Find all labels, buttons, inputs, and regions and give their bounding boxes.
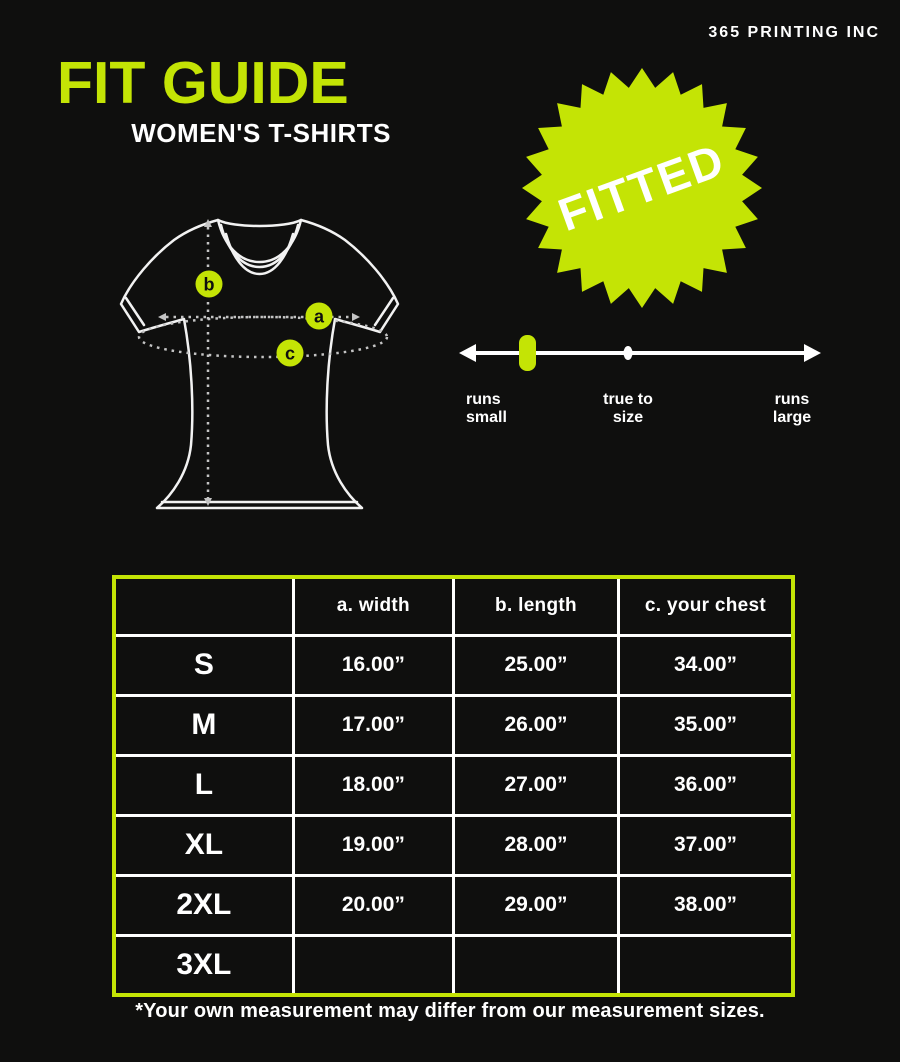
header-blank-cell [114,577,293,635]
width-value [293,935,453,995]
scale-label-runs-large-line1: runs [774,391,810,408]
scale-center-dot [624,346,633,360]
size-label: XL [114,815,293,875]
size-label: 2XL [114,875,293,935]
size-chart-header-row [114,577,793,635]
width-value: 20.00” [293,875,453,935]
page-subtitle: WOMEN'S T-SHIRTS [131,118,391,148]
scale-label-runs-large [773,391,811,428]
header-chest-cell: c. your chest [618,577,793,635]
scale-arrow-left [459,344,476,362]
scale-label-runs-small-line1: runs [466,391,501,408]
brand-text: 365 PRINTING INC [708,24,880,41]
scale-label-true-to-size-line2: size [612,409,644,427]
header-length-cell: b. length [453,577,618,635]
marker-b [196,271,223,298]
table-row-l [114,755,793,815]
size-label: 3XL [114,935,293,995]
fitted-badge [517,63,767,313]
table-row-xl [114,815,793,875]
chest-value: 36.00” [618,755,793,815]
size-chart-table [112,575,795,997]
fit-scale [440,325,840,385]
left-cuff-seam [126,298,144,325]
tshirt-outline [121,220,398,508]
right-cuff-seam [375,298,393,325]
width-arrow-right [352,313,360,321]
marker-c [277,340,304,367]
chest-value: 35.00” [618,695,793,755]
table-row-m [114,695,793,755]
size-label: M [114,695,293,755]
marker-a [306,303,333,330]
chest-value: 37.00” [618,815,793,875]
fit-scale-labels [440,391,840,445]
marker-c-label: c [284,343,296,364]
badge-label: FITTED [551,133,732,242]
scale-label-true-to-size-line1: true to [603,391,653,408]
width-value: 16.00” [293,635,453,695]
length-value: 27.00” [453,755,618,815]
chest-value: 34.00” [618,635,793,695]
table-row-2xl [114,875,793,935]
table-row-s [114,635,793,695]
footnote: *Your own measurement may differ from our measurement sizes. [135,1000,765,1022]
width-value: 19.00” [293,815,453,875]
marker-b-label: b [203,274,215,295]
length-value: 25.00” [453,635,618,695]
scale-label-runs-small [466,391,507,428]
page-title: FIT GUIDE [57,50,349,116]
collar-front-mid [221,225,298,267]
length-value: 28.00” [453,815,618,875]
size-label: S [114,635,293,695]
size-label: L [114,755,293,815]
tshirt-diagram [100,195,430,525]
scale-arrow-right [804,344,821,362]
length-value [453,935,618,995]
chest-value [618,935,793,995]
scale-marker-pill [519,335,536,371]
scale-label-runs-small-line2: small [466,409,507,427]
marker-a-label: a [313,306,325,327]
title-block [57,50,391,149]
length-value: 26.00” [453,695,618,755]
header-width-cell: a. width [293,577,453,635]
scale-label-runs-large-line2: large [772,409,812,427]
length-value: 29.00” [453,875,618,935]
scale-label-true-to-size [603,391,653,428]
chest-value: 38.00” [618,875,793,935]
width-value: 18.00” [293,755,453,815]
table-row-3xl [114,935,793,995]
width-value: 17.00” [293,695,453,755]
width-arrow-left [158,313,166,321]
